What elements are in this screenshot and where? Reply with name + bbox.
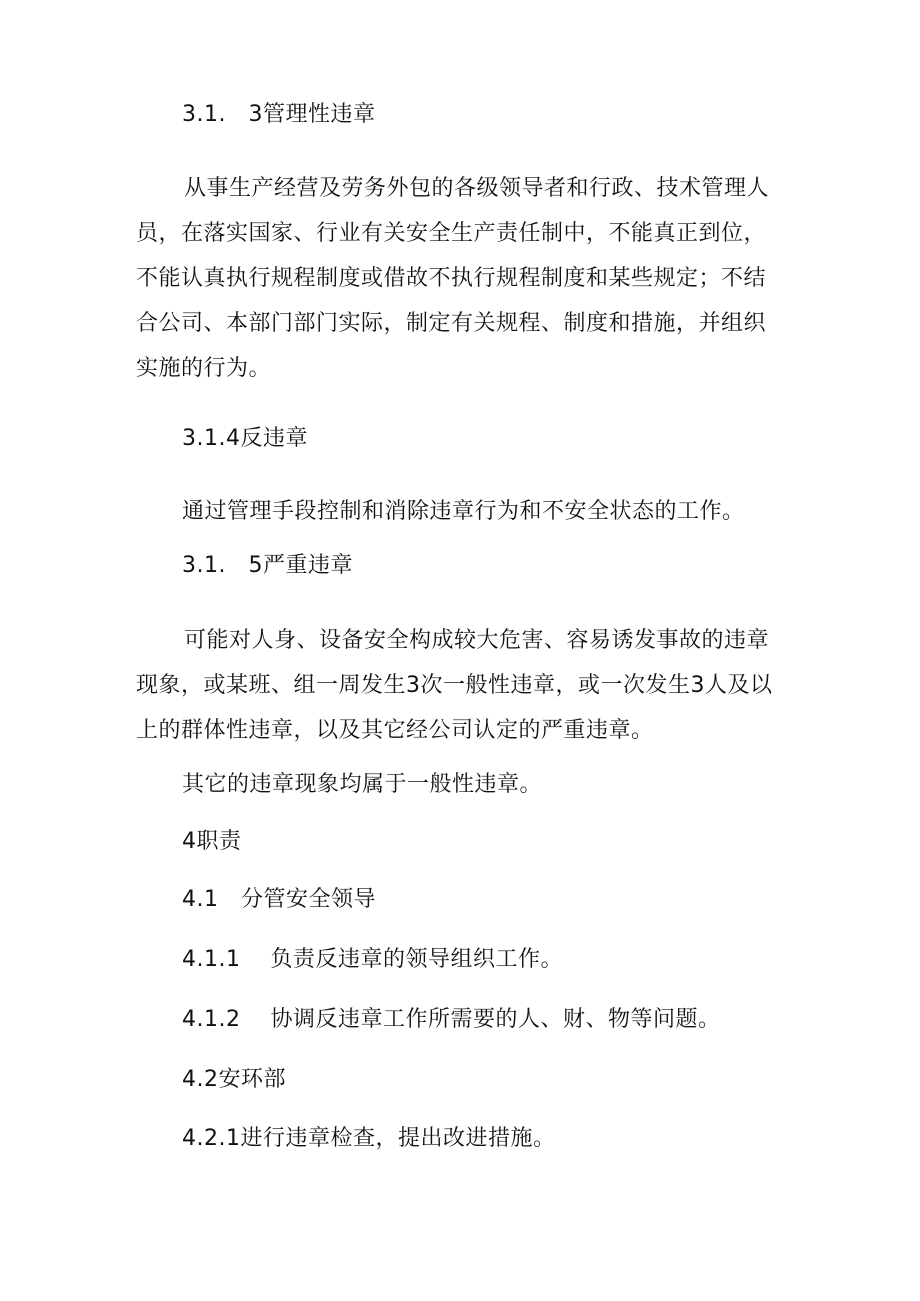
body-line: 实施的行为。	[136, 356, 272, 381]
section-3-1-3-body	[136, 166, 788, 391]
section-4-1-1: 4.1.1 负责反违章的领导组织工作。	[182, 947, 563, 972]
body-line: 合公司、本部门部门实际，制定有关规程、制度和措施，并组织	[136, 311, 767, 336]
section-3-1-5-body	[136, 618, 788, 753]
body-line: 不能认真执行规程制度或借故不执行规程制度和某些规定；不结	[136, 266, 767, 291]
section-4-2-heading: 4.2安环部	[182, 1067, 286, 1092]
section-3-1-5-heading: 3.1. 5严重违章	[182, 553, 353, 578]
other-violations-note: 其它的违章现象均属于一般性违章。	[182, 772, 543, 797]
section-4-2-1: 4.2.1进行违章检查，提出改进措施。	[182, 1126, 556, 1151]
section-3-1-3-heading: 3.1. 3管理性违章	[182, 102, 376, 127]
body-line: 上的群体性违章，以及其它经公司认定的严重违章。	[136, 718, 654, 743]
body-line: 从事生产经营及劳务外包的各级领导者和行政、技术管理人	[184, 176, 770, 201]
body-line: 员，在落实国家、行业有关安全生产责任制中，不能真正到位，	[136, 221, 767, 246]
section-3-1-4-heading: 3.1.4反违章	[182, 426, 308, 451]
body-line: 现象，或某班、组一周发生3次一般性违章，或一次发生3人及以	[136, 673, 773, 698]
section-3-1-4-body: 通过管理手段控制和消除违章行为和不安全状态的工作。	[182, 499, 745, 524]
section-4-1-heading: 4.1 分管安全领导	[182, 887, 376, 912]
section-4-heading: 4职责	[182, 829, 242, 854]
section-4-1-2: 4.1.2 协调反违章工作所需要的人、财、物等问题。	[182, 1007, 721, 1032]
body-line: 可能对人身、设备安全构成较大危害、容易诱发事故的违章	[184, 628, 770, 653]
